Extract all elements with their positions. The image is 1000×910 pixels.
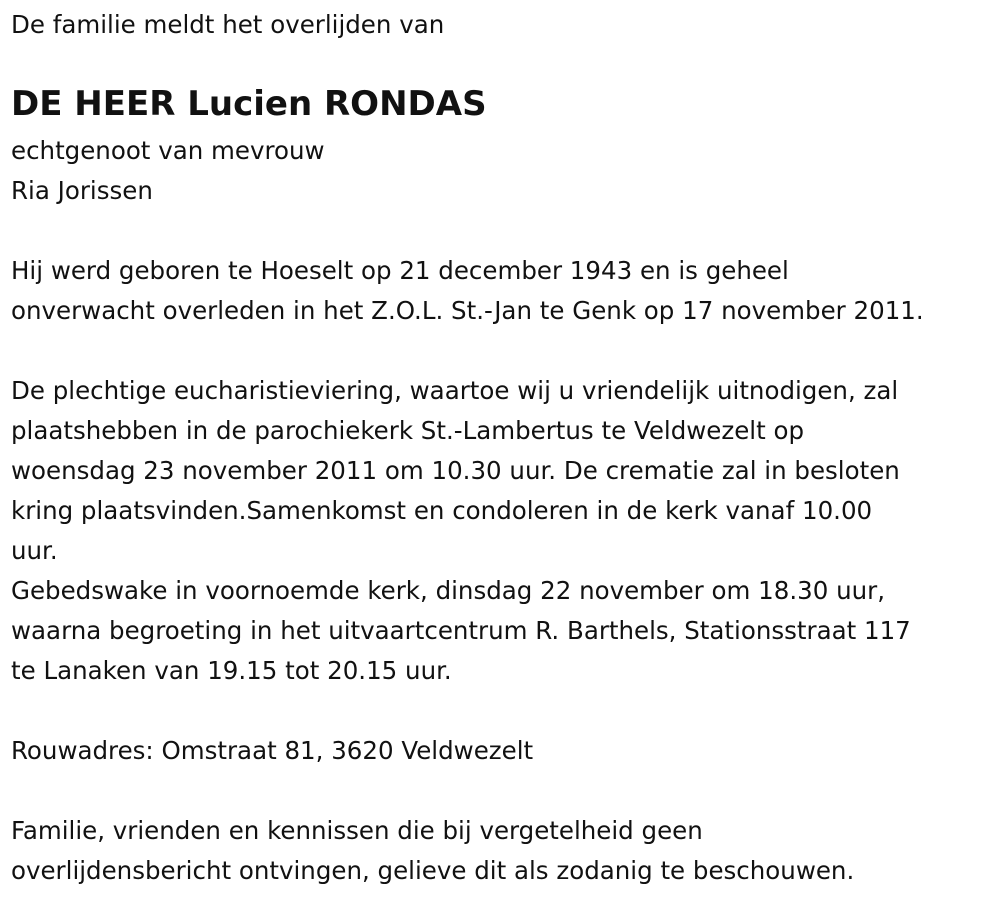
spacer: [11, 771, 996, 811]
obituary-notice: [11, 0, 996, 891]
closing-line-1: Familie, vrienden en kennissen die bij vergetelheid geen: [11, 816, 703, 845]
ceremony-line-2: plaatshebben in de parochiekerk St.-Lambertus te Veldwezelt op: [11, 416, 805, 445]
wake-paragraph: [11, 571, 996, 691]
closing-line-2: overlijdensbericht ontvingen, gelieve dit als zodanig te beschouwen.: [11, 856, 855, 885]
ceremony-line-3: woensdag 23 november 2011 om 10.30 uur. De crematie zal in besloten: [11, 456, 900, 485]
spouse-block: [11, 131, 996, 211]
deceased-name: DE HEER Lucien RONDAS: [11, 84, 487, 124]
closing-paragraph: [11, 811, 996, 891]
birth-death-line-2: onverwacht overleden in het Z.O.L. St.-Jan te Genk op 17 november 2011.: [11, 296, 924, 325]
spacer: [11, 691, 996, 731]
ceremony-paragraph: [11, 371, 996, 571]
birth-death-line-1: Hij werd geboren te Hoeselt op 21 december 1943 en is geheel: [11, 256, 789, 285]
wake-line-3: te Lanaken van 19.15 tot 20.15 uur.: [11, 656, 452, 685]
intro-text: De familie meldt het overlijden van: [11, 10, 445, 39]
ceremony-line-4: kring plaatsvinden.Samenkomst en condoleren in de kerk vanaf 10.00: [11, 496, 873, 525]
spouse-line-2: Ria Jorissen: [11, 176, 153, 205]
wake-line-1: Gebedswake in voornoemde kerk, dinsdag 22 november om 18.30 uur,: [11, 576, 886, 605]
wake-line-2: waarna begroeting in het uitvaartcentrum R. Barthels, Stationsstraat 117: [11, 616, 911, 645]
mourning-address: Rouwadres: Omstraat 81, 3620 Veldwezelt: [11, 736, 534, 765]
ceremony-line-1: De plechtige eucharistieviering, waartoe wij u vriendelijk uitnodigen, zal: [11, 376, 899, 405]
ceremony-line-5: uur.: [11, 536, 58, 565]
spouse-line-1: echtgenoot van mevrouw: [11, 136, 325, 165]
birth-death-paragraph: [11, 251, 996, 331]
spacer: [11, 331, 996, 371]
spacer: [11, 211, 996, 251]
